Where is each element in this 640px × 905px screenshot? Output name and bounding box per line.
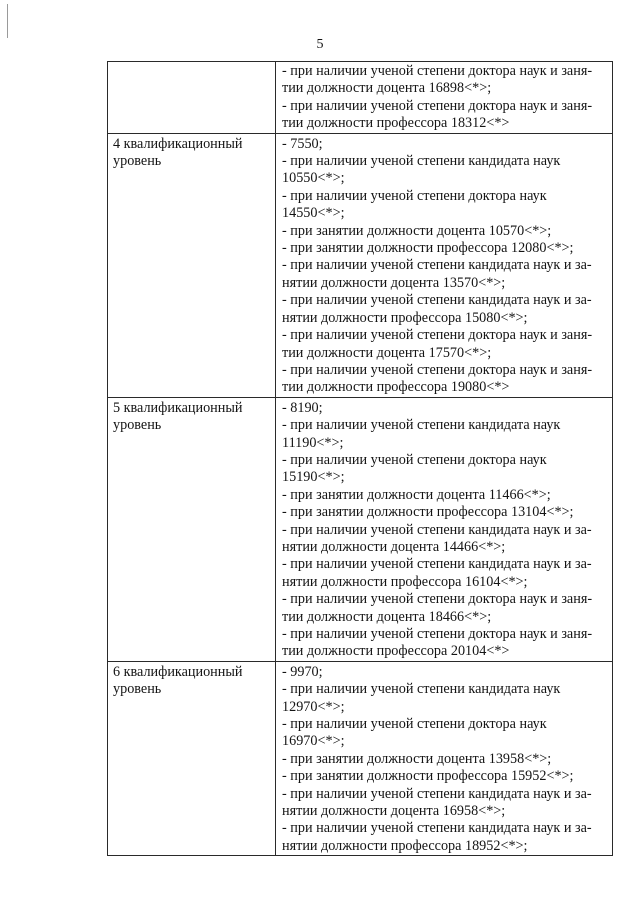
salary-condition-line: нятии должности доцента 13570<*>; [282,274,506,291]
salary-condition-line: - при наличии ученой степени доктора наук [282,716,547,733]
salary-condition-line: - при наличии ученой степени кандидата наук [282,681,561,698]
qualification-level-text: уровень [113,681,162,698]
salary-condition-line: - при наличии ученой степени кандидата наук и за- [282,820,592,837]
salary-condition-line: - при наличии ученой степени доктора наук и заня- [282,327,593,344]
salary-condition-line: нятии должности профессора 16104<*>; [282,573,528,590]
salary-condition-line: 11190<*>; [282,434,344,451]
salary-condition-line: тии должности доцента 16898<*>; [282,80,492,97]
salary-condition-line: - при наличии ученой степени доктора наук [282,187,547,204]
salary-condition-line: - при наличии ученой степени доктора наук [282,451,547,468]
salary-condition-line: тии должности профессора 19080<*> [282,379,510,396]
salary-condition-line: - 8190; [282,399,323,416]
salary-condition-line: - при наличии ученой степени кандидата наук [282,417,561,434]
qualification-level-text: 5 квалификационный [113,399,243,416]
salary-condition-line: тии должности доцента 18466<*>; [282,608,492,625]
salary-condition-line: 10550<*>; [282,170,345,187]
salary-condition-line: нятии должности профессора 18952<*>; [282,837,528,854]
qualification-level-text: 4 квалификационный [113,135,243,152]
salary-condition-line: нятии должности доцента 16958<*>; [282,803,506,820]
salary-condition-line: нятии должности доцента 14466<*>; [282,538,506,555]
salary-condition-line: 12970<*>; [282,698,345,715]
salary-condition-line: - при наличии ученой степени доктора наук и заня- [282,361,593,378]
table-row [108,62,613,134]
salary-condition-line: - при наличии ученой степени доктора наук и заня- [282,626,593,642]
qualification-level-text: уровень [113,417,162,434]
salary-condition-line: - при наличии ученой степени кандидата наук и за- [282,292,592,309]
salary-condition-line: тии должности доцента 17570<*>; [282,344,492,361]
margin-mark [7,4,8,38]
salary-condition-line: - при наличии ученой степени кандидата наук [282,153,561,170]
qualification-level-cell [108,397,276,661]
salary-condition-line: - 9970; [282,663,323,680]
salary-condition-line: - при наличии ученой степени кандидата наук и за- [282,521,592,538]
salary-conditions-cell [276,133,613,397]
qualification-level-cell [108,661,276,855]
salary-conditions-cell [276,62,613,134]
salary-condition-line: тии должности профессора 18312<*> [282,115,510,132]
salary-condition-line: - при занятии должности доцента 10570<*>; [282,222,552,239]
table-row [108,661,613,855]
page-number: 5 [316,37,324,52]
salary-condition-line: - 7550; [282,135,323,152]
salary-condition-line: - при наличии ученой степени кандидата наук и за- [282,257,592,274]
salary-condition-line: нятии должности профессора 15080<*>; [282,309,528,326]
salary-condition-line: - при наличии ученой степени доктора наук и заня- [282,591,593,608]
salary-condition-line: - при занятии должности профессора 15952<*>; [282,768,574,785]
salary-condition-line: - при занятии должности доцента 11466<*>; [282,486,551,503]
table-row [108,133,613,397]
salary-condition-line: 14550<*>; [282,205,345,222]
salary-condition-line: - при наличии ученой степени кандидата наук и за- [282,785,592,802]
qualification-level-text: уровень [113,153,162,170]
salary-condition-line: - при наличии ученой степени доктора наук и заня- [282,63,593,79]
salary-condition-line: - при занятии должности доцента 13958<*>; [282,750,552,767]
qualification-level-cell [108,62,276,134]
salary-conditions-cell [276,661,613,855]
salary-condition-line: - при наличии ученой степени доктора наук и заня- [282,97,593,114]
salary-condition-line: 16970<*>; [282,733,345,750]
salary-table [107,61,613,856]
salary-condition-line: - при наличии ученой степени кандидата наук и за- [282,556,592,573]
salary-condition-line: - при занятии должности профессора 12080<*>; [282,240,574,257]
table-row [108,397,613,661]
qualification-level-cell [108,133,276,397]
salary-conditions-cell [276,397,613,661]
qualification-level-text: 6 квалификационный [113,663,243,680]
table-body [108,62,613,856]
salary-condition-line: 15190<*>; [282,469,345,486]
salary-condition-line: - при занятии должности профессора 13104<*>; [282,504,574,521]
salary-condition-line: тии должности профессора 20104<*> [282,643,510,660]
